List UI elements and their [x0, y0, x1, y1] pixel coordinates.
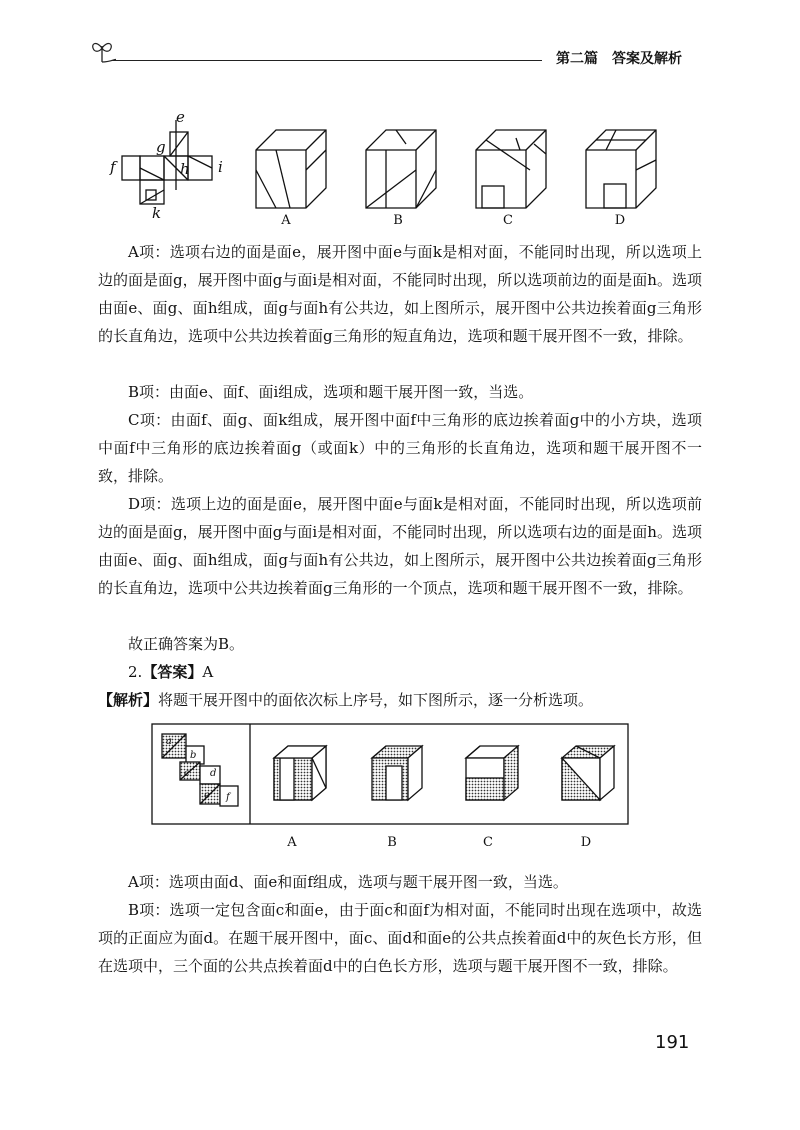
analysis-text: 将题干展开图中的面依次标上序号，如下图所示，逐一分析选项。 [158, 691, 594, 709]
net-label-f: f [110, 158, 116, 176]
analysis-tag: 【解析】 [98, 691, 159, 709]
q2-answer [98, 658, 702, 686]
q1-conclusion: 故正确答案为B。 [128, 635, 245, 653]
option-label-a: A [281, 213, 291, 228]
option-label-d: D [614, 213, 626, 228]
net-label-h: h [180, 160, 190, 178]
option-label-c: C [503, 213, 513, 228]
page-number: 191 [655, 1032, 690, 1053]
answer-tag: 【答案】 [142, 663, 203, 681]
option2-label-b: B [387, 835, 397, 850]
q1-item-b: B项：由面e、面f、面i组成，选项和题干展开图一致，当选。 [128, 383, 534, 401]
page-header [0, 0, 800, 80]
option2-label-d: D [580, 835, 592, 850]
answer-value: A [202, 663, 214, 681]
net2-label-a: a [166, 736, 172, 747]
header-rule [112, 60, 542, 61]
q1-item-d: D项：选项上边的面是面e，展开图中面e与面k是相对面，不能同时出现，所以选项前边的面是面g，展开图中面g与面i是相对面，不能同时出现，所以选项右边的面是面h。选项由面e、面g、面h组成，面g与面h有公共边，如上图所示，展开图中公共边挨着面g三角形的长直角边，选项中公共边挨着面g三角形的一个顶点，选项和题干展开图不一致，排除。 [98, 495, 702, 597]
q2-item-b: B项：选项一定包含面c和面e，由于面c和面f为相对面，不能同时出现在选项中，故选项的正面应为面d。在题干展开图中，面c、面d和面e的公共点挨着面d中的灰色长方形，但在选项中，三个面的公共点挨着面d中的白色长方形，选项与题干展开图不一致，排除。 [98, 901, 702, 975]
figure-1 [100, 110, 660, 230]
option-label-b: B [393, 213, 403, 228]
net-label-i: i [218, 158, 223, 176]
figure-2 [150, 720, 630, 855]
net-label-e: e [176, 110, 185, 126]
q2-number: 2. [128, 663, 143, 681]
q2-analysis [98, 686, 702, 714]
option2-label-a: A [287, 835, 297, 850]
net2-label-f: f [226, 792, 230, 803]
option2-label-c: C [483, 835, 493, 850]
net-label-g: g [156, 138, 166, 156]
net2-label-d: d [210, 768, 217, 779]
net2-label-b: b [190, 750, 197, 761]
q1-item-a: A项：选项右边的面是面e，展开图中面e与面k是相对面，不能同时出现，所以选项上边的面是面g，展开图中面g与面i是相对面，不能同时出现，所以选项前边的面是面h。选项由面e、面g、面h组成，面g与面h有公共边，如上图所示，展开图中公共边挨着面g三角形的长直角边，选项中公共边挨着面g三角形的短直角边，选项和题干展开图不一致，排除。 [98, 243, 702, 345]
q2-item-a: A项：选项由面d、面e和面f组成，选项与题干展开图一致，当选。 [128, 873, 568, 891]
q1-item-c: C项：由面f、面g、面k组成，展开图中面f中三角形的底边挨着面g中的小方块，选项中面f中三角形的底边挨着面g（或面k）中的三角形的长直角边，选项和题干展开图不一致，排除。 [98, 411, 702, 485]
header-title: 第二篇 答案及解析 [556, 51, 682, 67]
net-label-k: k [152, 204, 162, 222]
net2-label-e: e [204, 790, 210, 801]
net2-label-c: c [184, 768, 190, 779]
